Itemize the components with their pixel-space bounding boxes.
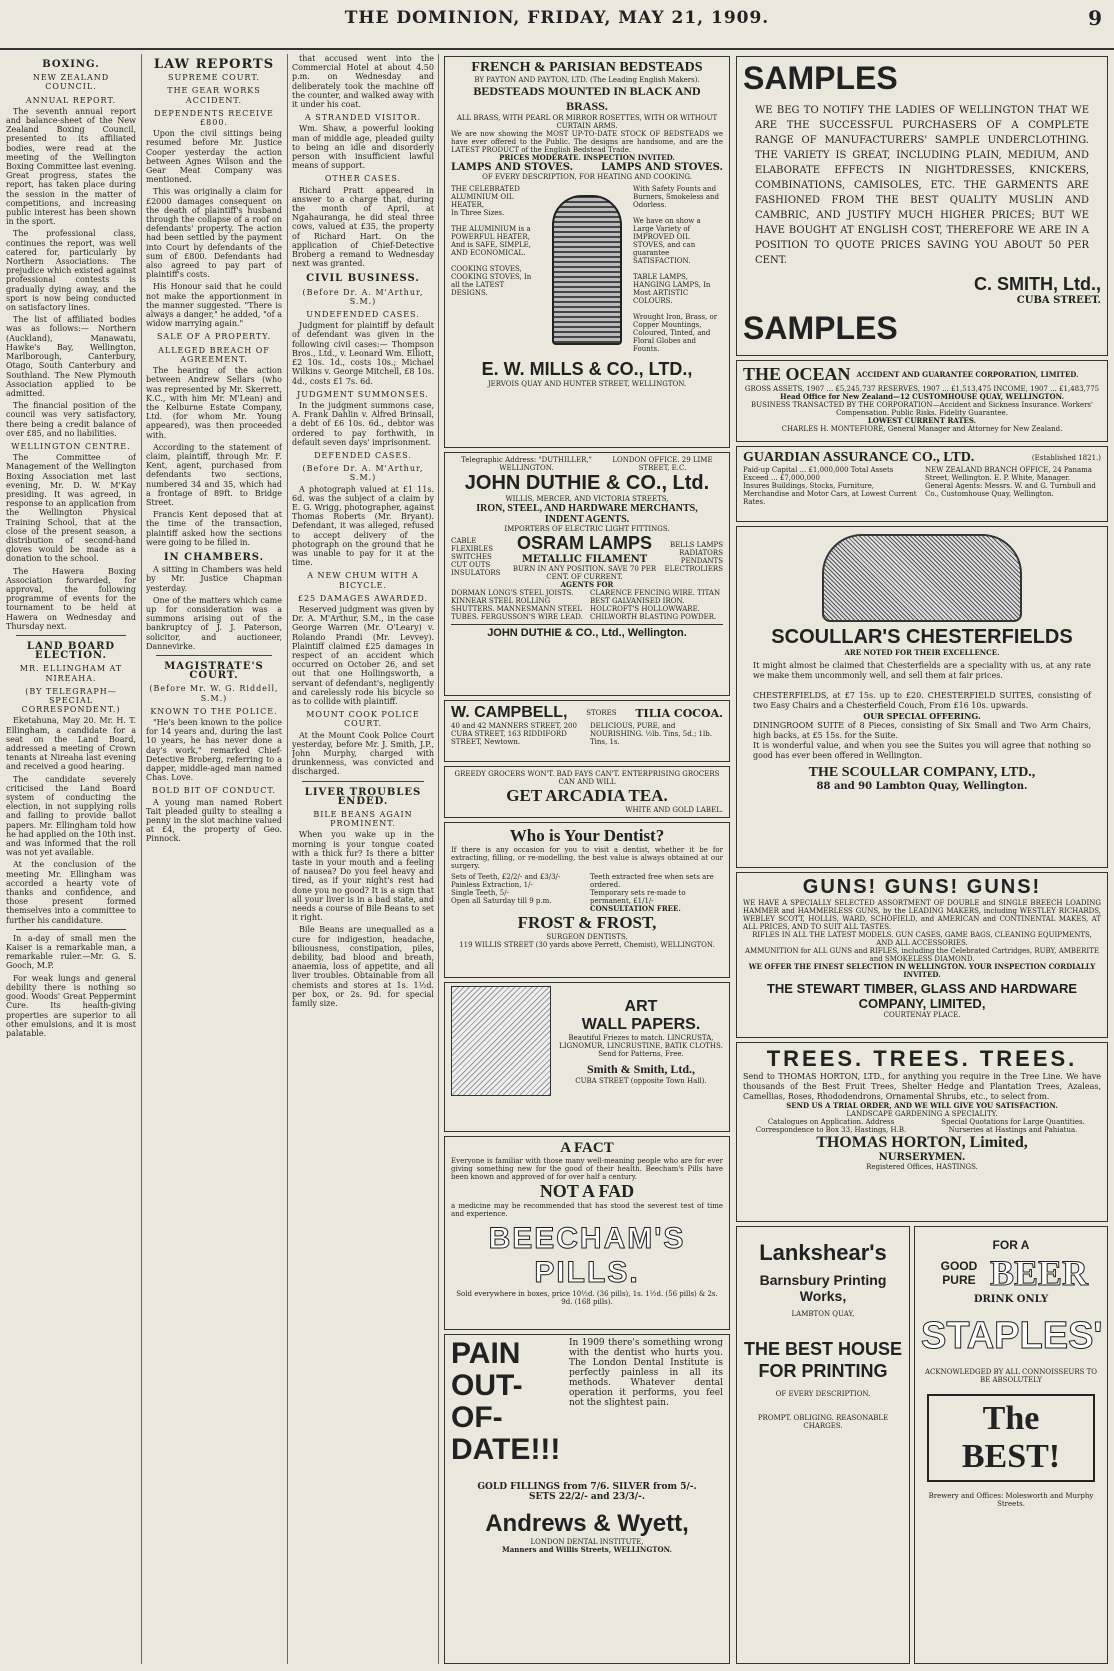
ad-consult: CONSULTATION FREE. bbox=[590, 904, 681, 913]
ad-prompt: PROMPT. OBLIGING. REASONABLE CHARGES. bbox=[757, 1414, 889, 1430]
subhead-wellington-centre: WELLINGTON CENTRE. bbox=[11, 441, 131, 451]
ad-special: OUR SPECIAL OFFERING. bbox=[863, 711, 981, 721]
ad-firm: THE SCOULLAR COMPANY, LTD., bbox=[808, 765, 1036, 780]
ad-trees bbox=[736, 1042, 1108, 1222]
article-paragraph: The financial position of the council was very satisfactory, there being a credit balance of over £85, and no liabilities. bbox=[6, 401, 136, 438]
divider bbox=[16, 635, 126, 636]
ad-firm: FROST & FROST, bbox=[517, 913, 657, 932]
ad-est: (Established 1821.) bbox=[1031, 454, 1101, 462]
ad-copy: TABLE LAMPS, HANGING LAMPS, In Most ARTISTIC COLOURS. bbox=[633, 273, 711, 305]
article-paragraph: A young man named Robert Tait pleaded guilty to stealing a penny in the slot machine valued at £4, the property of Geo. Pinnock. bbox=[146, 797, 282, 844]
ad-firm: E. W. MILLS & CO., LTD., bbox=[481, 359, 693, 379]
ad-title: GUNS! GUNS! GUNS! bbox=[802, 876, 1042, 898]
article-paragraph: Eketahuna, May 20. Mr. H. T. Ellingham, a candidate for a seat on the Land Board, addressed a meeting of Crown tenants at Nireaha last evening and received a good hearing. bbox=[6, 716, 136, 772]
filler-paragraph: In a-day of small men the Kaiser is a remarkable man, a remarkable ruler.—Mr. G. S. Gooch, M.P. bbox=[6, 933, 136, 971]
ad-manager: CHARLES H. MONTEFIORE, General Manager and Attorney for New Zealand. bbox=[781, 425, 1063, 433]
ad-burn: BURN IN ANY POSITION. SAVE 70 PER CENT. OF CURRENT. bbox=[512, 565, 657, 581]
ad-address: 88 and 90 Lambton Quay, Wellington. bbox=[816, 781, 1028, 792]
ad-quay: LAMBTON QUAY, bbox=[791, 1310, 855, 1318]
ad-copy: COOKING STOVES, COOKING STOVES, In all the LATEST DESIGNS. bbox=[451, 265, 532, 297]
ad-desc: Beautiful Friezes to match. LINCRUSTA, LIGNOMUR, LINCRUSTINE, BATIK CLOTHS. Send for Patterns, Free. bbox=[559, 1033, 723, 1058]
ad-fact: A FACT bbox=[560, 1140, 614, 1156]
ad-office: Registered Offices, HASTINGS. bbox=[866, 1163, 978, 1171]
column-rule bbox=[141, 54, 142, 1664]
column-court-news bbox=[292, 54, 434, 1664]
ad-business: BUSINESS TRANSACTED BY THE CORPORATION—Accident and Sickness Insurance. Workers' Compensation. Public Risks. Fidelity Guarantee. bbox=[751, 401, 1093, 417]
ad-andrews-wyett bbox=[444, 1334, 730, 1664]
ad-address: JERVOIS QUAY AND HUNTER STREET, WELLINGTON. bbox=[487, 380, 687, 388]
ad-art: ART bbox=[624, 997, 658, 1015]
ad-telegraphic: Telegraphic Address: "DUTHILLER," WELLINGTON. bbox=[461, 456, 592, 472]
ad-firm: C. SMITH, Ltd., bbox=[974, 274, 1101, 294]
ad-title-repeat: SAMPLES bbox=[743, 310, 898, 346]
article-paragraph: His Honour said that he could not make the apportionment in the manner suggested. "There is always a danger," he added, "of a widow marrying again." bbox=[146, 282, 282, 329]
subhead-before: (Before Dr. A. M'Arthur, S.M.) bbox=[302, 287, 424, 306]
ad-guardian bbox=[736, 446, 1108, 522]
ad-firm: THE STEWART TIMBER, GLASS AND HARDWARE COMPANY, LIMITED, bbox=[766, 981, 1078, 1011]
ad-note: Teeth extracted free when sets are ordered. bbox=[590, 873, 714, 889]
subhead-dependents: DEPENDENTS RECEIVE £800. bbox=[154, 108, 274, 128]
ad-copy: CHESTERFIELDS, at £7 15s. up to £20. CHESTERFIELD SUITES, consisting of two Easy Chairs and a Chesterfield Couch, From £16 10s. upwards. bbox=[753, 691, 1091, 710]
ad-copy: THE CELEBRATED ALUMINIUM OIL HEATER, bbox=[451, 185, 520, 209]
column-rule bbox=[438, 54, 439, 1664]
article-paragraph: At the Mount Cook Police Court yesterday, before Mr. J. Smith, J.P., John Murphy, charged with drunkenness, was convicted and discharged. bbox=[292, 730, 434, 777]
ad-brand: BEECHAM'S PILLS. bbox=[488, 1222, 686, 1289]
ad-agents: AGENTS FOR bbox=[560, 580, 614, 589]
subhead-bold-bit: BOLD BIT OF CONDUCT. bbox=[151, 786, 277, 796]
article-paragraph: The candidate severely criticised the Land Board system of conducting the election, in not supplying rolls and failing to provide ballot papers. Mr. Ellingham told how he had applied on the 10th inst. and was informed that the roll was not yet available. bbox=[6, 774, 136, 858]
masthead bbox=[0, 0, 1114, 50]
ad-name: THE OCEAN bbox=[743, 364, 851, 384]
article-paragraph: This was originally a claim for £2000 damages consequent on the death of plaintiff's husband through the collapse of a roof on defendants' property. The action had been settled by the payment into Court by defendants of the sum of £800. Defendants had also agreed to pay part of plaintiff's costs. bbox=[146, 187, 282, 280]
ad-assets: GROSS ASSETS, 1907 ... £5,245,737 RESERVES, 1907 ... £1,513,475 INCOME, 1907 ... £1,483,775 bbox=[744, 385, 1100, 393]
ad-campbell bbox=[444, 700, 730, 762]
ad-staples: STAPLES' bbox=[921, 1315, 1103, 1357]
ad-for: FOR A bbox=[992, 1238, 1030, 1252]
ad-branch: NEW ZEALAND BRANCH OFFICE, 24 Panama Street, Wellington. E. P. White, Manager. bbox=[925, 466, 1092, 482]
subhead-civil-business: CIVIL BUSINESS. bbox=[306, 273, 420, 285]
ad-name: GUARDIAN ASSURANCE CO., LTD. bbox=[743, 450, 975, 465]
ad-headline: BEDSTEADS MOUNTED IN BLACK AND BRASS. bbox=[473, 84, 701, 113]
ad-price: Painless Extraction, 1/- bbox=[451, 881, 533, 889]
ad-sub: WHITE AND GOLD LABEL. bbox=[625, 806, 723, 814]
ad-gold: GOLD FILLINGS from 7/6. SILVER from 5/-. bbox=[477, 1482, 697, 1492]
ad-copy: THE ALUMINIUM is a POWERFUL HEATER, And is SAFE, SIMPLE, AND ECONOMICAL. bbox=[451, 225, 532, 257]
divider bbox=[16, 929, 126, 930]
ad-text: WE HAVE A SPECIALLY SELECTED ASSORTMENT OF DOUBLE and SINGLE BREECH LOADING HAMMER and HAMMERLESS GUNS, by the LEADING MAKERS, including WESTLEY RICHARDS, WEBLEY SCOTT, HOLLIS, WARD, SCHOFIELD, and AMERICAN and CONTINENTAL MAKES, AT ALL PRICES, AND TO SUIT ALL TASTES. bbox=[743, 899, 1101, 931]
page-title: THE DOMINION, FRIDAY, MAY 21, 1909. bbox=[344, 8, 770, 28]
ad-firm: THOMAS HORTON, Limited, bbox=[816, 1134, 1028, 1151]
ad-best: The BEST! bbox=[927, 1394, 1095, 1482]
subhead-damages: £25 DAMAGES AWARDED. bbox=[297, 593, 429, 603]
ad-beechams-pills bbox=[444, 1136, 730, 1330]
ad-copy: In Three Sizes. bbox=[451, 209, 505, 217]
ad-wall: WALL PAPERS. bbox=[581, 1015, 701, 1033]
ad-text: Send to THOMAS HORTON, LTD., for anything you require in the Tree Line. We have thousands of the Best Fruit Trees, Shelter Hedge and Plantation Trees, Azaleas, Camellias, Roses, Rhododendrons, Ornamental Shrubs, etc., to select from. bbox=[743, 1072, 1101, 1101]
ad-best: THE BEST HOUSE FOR PRINTING bbox=[743, 1339, 903, 1381]
subhead-bile-beans: BILE BEANS AGAIN PROMINENT. bbox=[313, 810, 413, 829]
subhead-judgment-summonses: JUDGMENT SUMMONSES. bbox=[297, 389, 429, 399]
ad-office: Head Office for New Zealand—12 CUSTOMHOUSE QUAY, WELLINGTON. bbox=[779, 392, 1065, 401]
article-paragraph: The professional class, continues the report, was well catered for, particularly by Northern Associations. The prejudice which existed against professional contests is gradually dying away, and the sport is now being conducted on satisfactory lines. bbox=[6, 229, 136, 313]
article-paragraph: At the conclusion of the meeting Mr. Ellingham was accorded a hearty vote of thanks and confidence, and those present formed themselves into a committee to further his candidature. bbox=[6, 860, 136, 925]
ad-trade: IRON, STEEL, AND HARDWARE MERCHANTS, bbox=[476, 503, 698, 514]
ad-catalogue: Catalogues on Application. Address Correspondence to Box 33, Hastings, H.B. bbox=[755, 1118, 907, 1134]
ad-ammo: AMMUNITION for ALL GUNS and RIFLES, including the Celebrated Cartridges, RUBY, AMBERITE and SMOKELESS DIAMOND. bbox=[745, 947, 1099, 963]
ad-text: In 1909 there's something wrong with the dentist who hurts you. The London Dental Institute is perfectly painless in all its methods. Whatever dental operation it performs, you feel not the slightest pain. bbox=[569, 1338, 723, 1408]
subhead-liver: LIVER TROUBLES ENDED. bbox=[304, 786, 422, 807]
subhead-council: NEW ZEALAND COUNCIL. bbox=[32, 73, 110, 92]
article-paragraph: The list of affiliated bodies was as follows:— Northern (Auckland), Manawatu, Hawke's Bay, Wellington, Marlborough, Canterbury, Otago, South Canterbury and Southland. The New Plymouth Association applied to be admitted. bbox=[6, 315, 136, 398]
article-paragraph: According to the statement of claim, plaintiff, through Mr. F. Kent, agent, purchased from defendants two sections, numbered 34 and 35, which had a frontage of 89ft. to Bridge Street. bbox=[146, 442, 282, 507]
ad-copy: DININGROOM SUITE of 8 Pieces, consisting of Six Small and Two Arm Chairs, high backs, at £5 15s. for the Suite. bbox=[753, 721, 1091, 740]
ad-osram: OSRAM LAMPS bbox=[517, 533, 652, 553]
article-paragraph: Wm. Shaw, a powerful looking man of middle age, pleaded guilty to being an idle and disorderly person with insufficient lawful means of support. bbox=[292, 124, 434, 171]
article-paragraph: A sitting in Chambers was held by Mr. Justice Chapman yesterday. bbox=[146, 565, 282, 593]
ad-samples bbox=[736, 56, 1108, 356]
ad-list-left: CABLE FLEXIBLES SWITCHES CUT OUTS INSULATORS bbox=[451, 537, 501, 577]
ad-every: OF EVERY DESCRIPTION, FOR HEATING AND COOKING. bbox=[482, 173, 692, 181]
ad-surgeons: SURGEON DENTISTS, bbox=[546, 933, 628, 941]
ad-institute: LONDON DENTAL INSTITUTE, bbox=[530, 1538, 644, 1546]
ad-byline: BY PAYTON AND PAYTON, LTD. (The Leading English Makers). bbox=[474, 76, 700, 84]
ad-text: a medicine may be recommended that has stood the severest test of time and experience. bbox=[451, 1202, 723, 1218]
ad-duthie bbox=[444, 452, 730, 696]
divider bbox=[156, 655, 272, 656]
byline: (BY TELEGRAPH—SPECIAL CORRESPONDENT.) bbox=[21, 686, 121, 715]
column-rule bbox=[287, 54, 288, 1664]
ad-lankshear bbox=[736, 1226, 910, 1664]
ad-headline: GET ARCADIA TEA. bbox=[506, 786, 668, 805]
headline-land-board: LAND BOARD ELECTION. bbox=[26, 640, 116, 662]
subhead-chambers: IN CHAMBERS. bbox=[163, 551, 265, 563]
ad-scoullar bbox=[736, 526, 1108, 868]
subhead-breach: ALLEGED BREACH OF AGREEMENT. bbox=[158, 345, 270, 364]
ad-rates: LOWEST CURRENT RATES. bbox=[867, 416, 977, 425]
ad-importers: IMPORTERS OF ELECTRIC LIGHT FITTINGS. bbox=[504, 525, 670, 533]
ad-offer: WE OFFER THE FINEST SELECTION IN WELLINGTON. YOUR INSPECTION CORDIALLY INVITED. bbox=[748, 962, 1096, 979]
ad-insures: Insures Buildings, Stocks, Furniture, Merchandise and Motor Cars, at Lowest Current Rates. bbox=[743, 482, 917, 506]
ad-name: W. CAMPBELL, bbox=[451, 704, 568, 721]
article-paragraph: The seventh annual report and balance-sheet of the New Zealand Boxing Council, presented to its affiliated bodies, were read at the meeting of the Wellington Boxing Committee last evening. Great progress, states the report, has taken place during the session in the matter of competitions, and increasing public interest has been shown in the sport. bbox=[6, 106, 136, 227]
divider bbox=[302, 781, 424, 782]
ad-agencies-right: CLARENCE FENCING WIRE. TITAN BEST GALVANISED IRON. HOLCROFT'S HOLLOWWARE. CHILWORTH BLASTING POWDER. bbox=[590, 589, 721, 621]
subhead-other-cases: OTHER CASES. bbox=[324, 174, 402, 184]
ad-copy: It might almost be claimed that Chesterfields are a speciality with us, at any rate we make them uncommonly well, and sell them at fair prices. bbox=[753, 661, 1091, 680]
ad-tag: ACCIDENT AND GUARANTEE CORPORATION, LIMITED. bbox=[856, 369, 1079, 379]
ad-brand: FRENCH & PARISIAN BEDSTEADS bbox=[471, 60, 703, 75]
subhead-undefended: UNDEFENDED CASES. bbox=[306, 310, 420, 320]
ad-agents: General Agents: Messrs. W. and G. Turnbull and Co., Customhouse Quay, Wellington. bbox=[925, 482, 1096, 498]
ad-firm: JOHN DUTHIE & CO., Ltd. bbox=[464, 472, 710, 494]
ad-address: 40 and 42 MANNERS STREET, 200 CUBA STREET, 163 RIDDIFORD STREET, Newtown. bbox=[451, 722, 577, 746]
ad-cocoa: DELICIOUS, PURE, and NOURISHING. ½lb. Tins, 5d.; 1lb. Tins, 1s. bbox=[590, 722, 712, 746]
ad-top-line: GREEDY GROCERS WON'T. BAD FAYS CAN'T. ENTERPRISING GROCERS CAN AND WILL bbox=[454, 770, 720, 786]
article-paragraph: that accused went into the Commercial Hotel at about 4.50 p.m. on Wednesday and deliberately took the machine off the counter, and walked away with it under his coat. bbox=[292, 54, 434, 110]
ad-special: Special Quotations for Large Quantities. Nurseries at Hastings and Pahiatua. bbox=[941, 1118, 1085, 1134]
ad-street: COURTENAY PLACE. bbox=[883, 1011, 961, 1019]
ad-text: If there is any occasion for you to visit a dentist, whether it be for extracting, filling, or re-modelling, the best value is always obtained at our surgery. bbox=[451, 846, 723, 870]
article-paragraph: Reserved judgment was given by Dr. A. M'Arthur, S.M., in the case George Warren (Mr. O'Leary) v. Rolando Prandi (Mr. Levvey). Plaintiff claimed £25 damages in respect of an accident which occurred on October 26, and set out that one Hollingsworth, a servant of defendant's, negligently and carelessly rode his bicycle so as to collide with plaintiff. bbox=[292, 604, 434, 706]
ad-send: SEND US A TRIAL ORDER, AND WE WILL GIVE YOU SATISFACTION. bbox=[786, 1101, 1058, 1110]
ad-hours: Open all Saturday till 9 p.m. bbox=[451, 897, 552, 905]
filler-paragraph: For weak lungs and general debility there is nothing so good. Woods' Great Peppermint Cure. Its health-giving properties are superior to all other emulsions, and it is most palatable. bbox=[6, 973, 136, 1038]
ad-arcadia-tea bbox=[444, 766, 730, 818]
ad-beer: BEER bbox=[989, 1253, 1089, 1293]
ad-bedsteads bbox=[444, 56, 730, 448]
ad-staples-beer bbox=[914, 1226, 1108, 1664]
ad-title: SCOULLAR'S CHESTERFIELDS bbox=[771, 626, 1073, 648]
column-boxing bbox=[6, 54, 136, 1664]
ad-lamps-right: LAMPS AND STOVES. bbox=[600, 162, 723, 173]
ad-text: WE BEG TO NOTIFY THE LADIES OF WELLINGTON THAT WE ARE THE SUCCESSFUL PURCHASERS OF A COMPLETE RANGE OF MANUFACTURERS' SAMPLE UNDERCLOTHING. THE VARIETY IS GREAT, INCLUDING PLAIN, MEDIUM, AND ELABORATE EFFECTS IN NIGHTDRESSES, KNICKERS, COMBINATIONS, CAMISOLES, ETC. THE GARMENTS ARE FASHIONED FROM THE BEST QUALITY MUSLIN AND CAMBRIC, AND JUSTIFY MUCH HIGHER PRICES; BUT WE HAVE BOUGHT AT ENGLISH COST, THEREFORE WE ARE IN A POSITION TO QUOTE PRICES SAVING YOU ABOUT 50 PER CENT. bbox=[755, 105, 1089, 266]
ad-agencies-left: DORMAN LONG'S STEEL JOISTS. KINNEAR STEEL ROLLING SHUTTERS. MANNESMANN STEEL TUBES. FERGUSSON'S WIRE LEAD. bbox=[451, 589, 583, 621]
ad-copy: It is wonderful value, and when you see the Suites you will agree that nothing so good has ever been offered in Wellington. bbox=[753, 741, 1091, 760]
subhead-mount-cook: MOUNT COOK POLICE COURT. bbox=[306, 710, 420, 729]
ad-footer: JOHN DUTHIE & CO., Ltd., Wellington. bbox=[451, 624, 723, 639]
ad-title: Who is Your Dentist? bbox=[509, 826, 665, 845]
ad-landscape: LANDSCAPE GARDENING A SPECIALITY. bbox=[846, 1110, 998, 1118]
subhead-known-police: KNOWN TO THE POLICE. bbox=[150, 706, 278, 716]
ad-not-fad: NOT A FAD bbox=[539, 1181, 635, 1201]
article-paragraph: When you wake up in the morning is your tongue coated with a thick fur? Is there a bitter taste in your mouth and a feeling of nausea? Do you feel heavy and tired, as if your night's rest had done you no good? It is a sign that all your liver is in a bad state, and needs a course of Bile Beans to set it right. bbox=[292, 830, 434, 923]
ad-guns bbox=[736, 872, 1108, 1038]
subhead-ellingham: MR. ELLINGHAM AT NIREAHA. bbox=[19, 664, 123, 683]
subhead-stranded: A STRANDED VISITOR. bbox=[304, 113, 422, 123]
ad-name: Lankshear's bbox=[759, 1240, 887, 1265]
ad-metallic: METALLIC FILAMENT bbox=[521, 554, 648, 565]
wallpaper-illustration bbox=[451, 986, 551, 1096]
subhead-new-chum: A NEW CHUM WITH A BICYCLE. bbox=[307, 571, 419, 590]
ad-sets: SETS 22/2/- and 23/3/-. bbox=[529, 1492, 645, 1502]
ad-copy: We have on show a Large Variety of IMPROVED OIL STOVES, and can guarantee SATISFACTION. bbox=[633, 217, 701, 265]
subhead-gear-works: THE GEAR WORKS ACCIDENT. bbox=[167, 86, 261, 105]
ad-drink: DRINK ONLY bbox=[973, 1294, 1049, 1305]
ad-price: Sets of Teeth, £2/2/- and £3/3/- bbox=[451, 873, 561, 881]
column-law-reports bbox=[146, 54, 282, 1664]
ad-ocean bbox=[736, 360, 1108, 442]
ad-price: Single Teeth, 5/- bbox=[451, 889, 509, 897]
ad-wall-papers bbox=[444, 982, 730, 1132]
ad-place: Barnsbury Printing Works, bbox=[759, 1272, 887, 1304]
ad-capital: Paid-up Capital ... £1,000,000 Total Assets Exceed ... £7,000,000 bbox=[743, 466, 894, 482]
ad-noted: ARE NOTED FOR THEIR EXCELLENCE. bbox=[844, 648, 1000, 657]
article-paragraph: "He's been known to the police for 14 years and, during the last 10 years, he has never done a day's work," remarked Chief-Detective Broberg, referring to a dapper, middle-aged man named Chas. Love. bbox=[146, 718, 282, 783]
article-paragraph: Upon the civil sittings being resumed before Mr. Justice Cooper yesterday the action between Agnes Wilson and the Gear Meat Company was mentioned. bbox=[146, 129, 282, 185]
ad-frost-dentist bbox=[444, 822, 730, 978]
ad-pain: PAIN OUT-OF-DATE!!! bbox=[451, 1337, 561, 1466]
ad-ack: ACKNOWLEDGED BY ALL CONNOISSEURS TO BE ABSOLUTELY bbox=[924, 1368, 1098, 1384]
ad-address: 119 WILLIS STREET (30 yards above Perrett, Chemist), WELLINGTON. bbox=[459, 941, 715, 949]
article-paragraph: Bile Beans are unequalled as a cure for indigestion, headache, biliousness, constipation, piles, debility, bad blood and breath, anaemia, loss of appetite, and all liver troubles. Obtainable from all chemists and stores at 1s. 1½d. per box, or 2s. 9d. for special family size. bbox=[292, 925, 434, 1009]
article-paragraph: The Committee of Management of the Wellington Boxing Association met last evening, Mr. D. W. M'Kay presiding. It was agreed, in response to an application from the Wellington Physical Training School, that at the close of the present season, a distribution of second-hand gloves would be made as a donation to the school. bbox=[6, 453, 136, 564]
ad-brewery: Brewery and Offices: Molesworth and Murphy Streets. bbox=[928, 1492, 1094, 1508]
ad-london-office: LONDON OFFICE. 29 LIME STREET, E.C. bbox=[612, 456, 713, 472]
page-number: 9 bbox=[1088, 6, 1102, 30]
ad-rifles: RIFLES IN ALL THE LATEST MODELS. GUN CASES, GAME BAGS, CLEANING EQUIPMENTS, AND ALL ACCESSORIES. bbox=[752, 931, 1092, 947]
subhead-magistrate: MAGISTRATE'S COURT. bbox=[164, 660, 264, 682]
article-paragraph: One of the matters which came up for consideration was a summons arising out of the bankruptcy of J. J. Paterson, solicitor, and auctioneer, Dannevirke. bbox=[146, 595, 282, 651]
ad-sold: Sold everywhere in boxes, price 10½d. (36 pills), 1s. 1½d. (56 pills) & 2s. 9d. (168 pills). bbox=[456, 1290, 718, 1306]
ad-text: Everyone is familiar with those many well-meaning people who are for ever giving something new for the good of their health. Beecham's Pills have been known and approved of for over half a century. bbox=[451, 1157, 723, 1181]
ad-firm: Andrews & Wyett, bbox=[485, 1510, 689, 1537]
ad-copy: Wrought Iron, Brass, or Copper Mountings, Coloured, Tinted, and Floral Globes and Founts. bbox=[633, 313, 718, 353]
ad-desc: OF EVERY DESCRIPTION. bbox=[775, 1390, 871, 1398]
ad-address: CUBA STREET (opposite Town Hall). bbox=[575, 1076, 707, 1085]
subhead-sale-property: SALE OF A PROPERTY. bbox=[156, 332, 272, 342]
ad-firm: Smith & Smith, Ltd., bbox=[586, 1061, 696, 1076]
ad-note: Temporary sets re-made to permanent, £1/1/- bbox=[590, 889, 686, 905]
chesterfield-illustration bbox=[822, 534, 1022, 622]
ad-stores: STORES bbox=[586, 709, 617, 717]
ad-good: GOOD PURE bbox=[940, 1259, 978, 1287]
subhead-supreme-court: SUPREME COURT. bbox=[167, 73, 261, 83]
ad-nursery: NURSERYMEN. bbox=[878, 1152, 966, 1163]
article-paragraph: Judgment for plaintiff by default of defendant was given in the following civil cases:— Thompson Bros., Ltd., v. Leonard Wm. Elliott, £2 10s. 1d., costs 10s.; Michael Wilkins v. George Mitchell, £8 10s. 4d., costs £1 7s. 6d. bbox=[292, 321, 434, 386]
ad-street: CUBA STREET. bbox=[1016, 295, 1101, 306]
subhead-before: (Before Mr. W. G. Riddell, S.M.) bbox=[149, 684, 279, 703]
ad-tilia: TILIA COCOA. bbox=[635, 706, 723, 720]
article-paragraph: The hearing of the action between Andrew Sellars (who was represented by Mr. Skerrett, K.C., with him Mr. M'Lean) and the Kelburne Estate Company, Ltd. (for whom Mr. Young appeared), was then proceeded with. bbox=[146, 366, 282, 440]
headline-boxing: BOXING. bbox=[42, 59, 100, 70]
oil-heater-illustration bbox=[552, 195, 622, 345]
subhead-defended: DEFENDED CASES. bbox=[314, 450, 412, 460]
ad-streets: WILLIS, MERCER, AND VICTORIA STREETS, bbox=[505, 495, 669, 503]
subhead-annual-report: ANNUAL REPORT. bbox=[25, 95, 117, 105]
ad-indent: INDENT AGENTS. bbox=[544, 514, 630, 525]
ad-list-right: BELLS LAMPS RADIATORS PENDANTS ELECTROLIERS bbox=[664, 541, 723, 573]
ad-copy: With Safety Founts and Burners, Smokeless and Odorless. bbox=[633, 185, 720, 209]
ad-title: SAMPLES bbox=[743, 60, 898, 96]
ad-text: We are now showing the MOST UP-TO-DATE STOCK OF BEDSTEADS we have ever offered to the Public. The designs are handsome, and are the LATEST PRODUCT of the English Bedstead Trade. bbox=[451, 130, 723, 154]
ad-sub: ALL BRASS, WITH PEARL OR MIRROR ROSETTES, WITH OR WITHOUT CURTAIN ARMS. bbox=[456, 114, 718, 130]
article-paragraph: Francis Kent deposed that at the time of the transaction, plaintiff asked how the sections were going to be filled in. bbox=[146, 510, 282, 547]
headline-law-reports: LAW REPORTS bbox=[153, 57, 275, 72]
article-paragraph: A photograph valued at £1 11s. 6d. was the subject of a claim by E. G. Wrigg, photographer, against Thomas Roberts (Mr. Bryant). Defendant, it was alleged, refused to accept delivery of the photograph on the ground that he was unable to pay for it at the time. bbox=[292, 484, 434, 568]
ad-title: TREES. TREES. TREES. bbox=[766, 1046, 1078, 1071]
ad-lamps-left: LAMPS AND STOVES. bbox=[451, 162, 574, 173]
article-paragraph: In the judgment summons case, A. Frank Dahlin v. Alfred Brinsall, a debt of £6 10s. 6d., debtor was ordered to pay forthwith, in default seven days' imprisonment. bbox=[292, 400, 434, 447]
article-paragraph: Richard Pratt appeared in answer to a charge that, during the month of April, at Ngahauranga, he did steal three cows, valued at £35, the property of Richard Hart. On the application of Chief-Detective Broberg a remand to Wednesday next was granted. bbox=[292, 185, 434, 269]
ad-prices: PRICES MODERATE. INSPECTION INVITED. bbox=[499, 153, 675, 162]
subhead-before: (Before Dr. A. M'Arthur, S.M.) bbox=[302, 464, 424, 483]
ad-address: Manners and Willis Streets, WELLINGTON. bbox=[501, 1545, 672, 1554]
article-paragraph: The Hawera Boxing Association forwarded, for approval, the following programme of events for the tournament to be held at Hawera on Wednesday and Thursday next. bbox=[6, 566, 136, 631]
